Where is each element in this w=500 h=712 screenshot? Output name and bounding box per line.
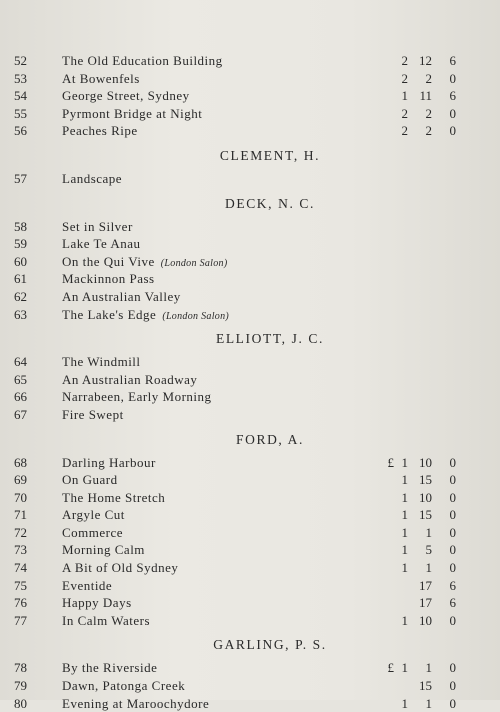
price-pence: 0 [449, 472, 456, 488]
price-pence: 0 [449, 612, 456, 628]
entry-number: 64 [14, 354, 27, 370]
entry-title [62, 270, 155, 288]
entry-number: 73 [14, 542, 27, 558]
entry-price [380, 559, 462, 577]
catalogue-entry [0, 594, 500, 612]
entry-title-text: Landscape [62, 170, 123, 186]
entry-title [62, 659, 157, 677]
entry-title [62, 541, 145, 559]
catalogue-entry [0, 524, 500, 542]
entry-price [380, 52, 462, 70]
price-pounds: 1 [401, 88, 408, 104]
catalogue-entry [0, 353, 500, 371]
entry-title-text: Set in Silver [62, 218, 133, 234]
entry-title [62, 70, 140, 88]
entry-title-text: Lake Te Anau [62, 236, 141, 252]
price-pence: 0 [449, 454, 456, 470]
price-shillings: 17 [419, 595, 432, 611]
catalogue-entry [0, 659, 500, 677]
entry-list [0, 170, 500, 188]
catalogue-entry [0, 454, 500, 472]
entry-title-text: An Australian Valley [62, 288, 181, 304]
entry-title [62, 471, 118, 489]
entry-price [380, 695, 462, 712]
entry-number: 69 [14, 472, 27, 488]
entry-number: 63 [14, 306, 27, 322]
price-pence: 6 [449, 595, 456, 611]
entry-price [380, 612, 462, 630]
price-pounds: 1 [401, 695, 408, 711]
price-pence: 0 [449, 105, 456, 121]
artist-heading: DECK, N. C. [225, 195, 315, 211]
price-pounds: 1 [401, 472, 408, 488]
price-shillings: 15 [419, 507, 432, 523]
catalogue-entry [0, 306, 500, 324]
entry-title [62, 235, 141, 253]
entry-number: 74 [14, 560, 27, 576]
artist-heading: CLEMENT, H. [219, 147, 321, 163]
entry-title-text: Peaches Ripe [62, 123, 138, 139]
price-shillings: 1 [425, 695, 432, 711]
price-pounds: 1 [401, 524, 408, 540]
entry-number: 76 [14, 595, 27, 611]
entry-list [0, 454, 500, 630]
entry-price [380, 471, 462, 489]
price-pence: 0 [449, 489, 456, 505]
entry-title [62, 353, 141, 371]
price-pounds: 1 [401, 660, 408, 676]
entry-title-text: On Guard [62, 472, 118, 488]
entry-title [62, 218, 133, 236]
catalogue-entry [0, 677, 500, 695]
price-pence: 6 [449, 88, 456, 104]
price-pounds: 1 [401, 489, 408, 505]
entry-title [62, 388, 212, 406]
price-shillings: 2 [425, 105, 432, 121]
entry-title-text: The Old Education Building [62, 53, 223, 68]
entry-number: 68 [14, 454, 27, 470]
price-shillings: 5 [425, 542, 432, 558]
entry-title-text: By the Riverside [62, 660, 158, 676]
price-shillings: 17 [419, 577, 432, 593]
entry-price [380, 541, 462, 559]
price-pounds: 1 [401, 542, 408, 558]
catalogue-entry [0, 612, 500, 630]
entry-title [62, 288, 181, 306]
entry-number: 62 [14, 288, 27, 304]
price-shillings: 2 [425, 70, 432, 86]
entry-number: 77 [14, 612, 27, 628]
entry-title [62, 489, 165, 507]
price-pence: 0 [449, 524, 456, 540]
price-currency: £ [387, 660, 394, 676]
entry-title [62, 406, 124, 424]
price-pence: 0 [449, 560, 456, 576]
price-shillings: 10 [419, 454, 432, 470]
entry-number: 79 [14, 678, 27, 694]
entry-price [380, 105, 462, 123]
entry-list [0, 659, 500, 712]
entry-price [380, 87, 462, 105]
entry-number: 67 [14, 406, 27, 422]
catalogue-entry [0, 122, 500, 140]
price-pence: 6 [449, 53, 456, 68]
entry-title [62, 105, 202, 123]
entry-number: 80 [14, 695, 27, 711]
entry-title-text: Eventide [62, 577, 113, 593]
entry-title-text: The Windmill [62, 354, 141, 370]
catalogue-entry [0, 170, 500, 188]
entry-number: 58 [14, 218, 27, 234]
entry-title [62, 677, 185, 695]
entry-title-text: George Street, Sydney [62, 88, 190, 104]
entry-title [62, 559, 178, 577]
price-pence: 0 [449, 695, 456, 711]
entry-number: 75 [14, 577, 27, 593]
price-shillings: 2 [425, 123, 432, 139]
entry-title-text: The Home Stretch [62, 489, 166, 505]
entry-title-text: The Lake's Edge [62, 306, 157, 322]
catalogue-entry [0, 288, 500, 306]
catalogue-entry [0, 218, 500, 236]
catalogue-entry [0, 506, 500, 524]
catalogue-entry [0, 559, 500, 577]
artist-heading: ELLIOTT, J. C. [215, 331, 324, 347]
price-pounds: 2 [401, 105, 408, 121]
entry-title [62, 612, 150, 630]
price-shillings: 11 [419, 88, 432, 104]
entry-title-text: Argyle Cut [62, 507, 125, 523]
entry-title [62, 306, 229, 326]
entry-title-text: Narrabeen, Early Morning [62, 389, 212, 405]
entry-price [380, 454, 462, 472]
price-shillings: 10 [419, 489, 432, 505]
entry-number: 71 [14, 507, 27, 523]
catalogue-entry [0, 406, 500, 424]
entry-price [380, 524, 462, 542]
entry-number: 61 [14, 271, 27, 287]
entry-title-text: In Calm Waters [62, 612, 151, 628]
entry-price [380, 489, 462, 507]
price-pounds: 2 [401, 53, 408, 68]
entry-number: 53 [14, 70, 27, 86]
entry-number: 70 [14, 489, 27, 505]
price-currency: £ [387, 454, 394, 470]
entry-number: 66 [14, 389, 27, 405]
catalogue-entry [0, 70, 500, 88]
entry-title-text: Happy Days [62, 595, 132, 611]
entry-title [62, 170, 122, 188]
entry-title-text: Fire Swept [62, 406, 124, 422]
entry-list [0, 218, 500, 324]
entry-title [62, 87, 190, 105]
entry-price [380, 659, 462, 677]
entry-note: (London Salon) [162, 310, 230, 322]
entry-price [380, 594, 462, 612]
price-shillings: 15 [419, 678, 432, 694]
entry-list [0, 52, 500, 140]
price-pounds: 1 [401, 454, 408, 470]
catalogue-entry [0, 253, 500, 271]
price-pence: 0 [449, 678, 456, 694]
catalogue-entry [0, 388, 500, 406]
price-shillings: 1 [425, 660, 432, 676]
price-shillings: 1 [425, 560, 432, 576]
price-pounds: 2 [401, 70, 408, 86]
entry-number: 54 [14, 88, 27, 104]
price-shillings: 1 [425, 524, 432, 540]
entry-title-text: Morning Calm [62, 542, 145, 558]
catalogue-entry [0, 371, 500, 389]
price-pence: 6 [449, 577, 456, 593]
entry-title [62, 506, 125, 524]
price-pounds: 1 [401, 507, 408, 523]
entry-title-text: A Bit of Old Sydney [62, 560, 179, 576]
catalogue-entry [0, 471, 500, 489]
entry-title [62, 594, 132, 612]
entry-number: 56 [14, 123, 27, 139]
entry-list [0, 353, 500, 423]
entry-title-text: Mackinnon Pass [62, 271, 155, 287]
price-pence: 0 [449, 507, 456, 523]
catalogue-entry [0, 489, 500, 507]
entry-title-text: Pyrmont Bridge at Night [62, 105, 203, 121]
price-pounds: 1 [401, 612, 408, 628]
price-pounds: 2 [401, 123, 408, 139]
entry-title [62, 52, 223, 70]
entry-number: 52 [14, 53, 27, 68]
price-shillings: 15 [419, 472, 432, 488]
entry-title [62, 524, 123, 542]
entry-price [380, 577, 462, 595]
entry-title [62, 454, 156, 472]
entry-number: 60 [14, 253, 27, 269]
catalogue-entry [0, 577, 500, 595]
entry-number: 65 [14, 371, 27, 387]
price-pence: 0 [449, 123, 456, 139]
entry-number: 57 [14, 170, 27, 186]
entry-title [62, 695, 209, 712]
entry-note: (London Salon) [160, 257, 228, 269]
entry-title-text: On the Qui Vive [62, 253, 155, 269]
entry-title-text: Evening at Maroochydore [62, 695, 210, 711]
price-pence: 0 [449, 70, 456, 86]
entry-number: 72 [14, 524, 27, 540]
catalogue-entry [0, 52, 500, 70]
catalogue-entry [0, 235, 500, 253]
artist-heading: FORD, A. [236, 431, 304, 447]
price-shillings: 10 [419, 612, 432, 628]
entry-title-text: At Bowenfels [62, 70, 140, 86]
entry-price [380, 122, 462, 140]
price-pence: 0 [449, 542, 456, 558]
entry-title [62, 122, 138, 140]
artist-heading: GARLING, P. S. [213, 637, 327, 653]
price-shillings: 12 [419, 53, 432, 68]
entry-title-text: Dawn, Patonga Creek [62, 678, 186, 694]
entry-title-text: Darling Harbour [62, 454, 156, 470]
entry-price [380, 506, 462, 524]
price-pounds: 1 [401, 560, 408, 576]
catalogue-entry [0, 105, 500, 123]
entry-title [62, 371, 197, 389]
entry-title-text: An Australian Roadway [62, 371, 198, 387]
catalogue-entry [0, 87, 500, 105]
entry-title-text: Commerce [62, 524, 124, 540]
catalogue-entry [0, 270, 500, 288]
entry-price [380, 70, 462, 88]
catalogue-entry [0, 695, 500, 712]
entry-number: 55 [14, 105, 27, 121]
entry-number: 59 [14, 236, 27, 252]
catalogue-entry [0, 541, 500, 559]
entry-price [380, 677, 462, 695]
entry-title [62, 577, 112, 595]
price-pence: 0 [449, 660, 456, 676]
entry-number: 78 [14, 660, 27, 676]
